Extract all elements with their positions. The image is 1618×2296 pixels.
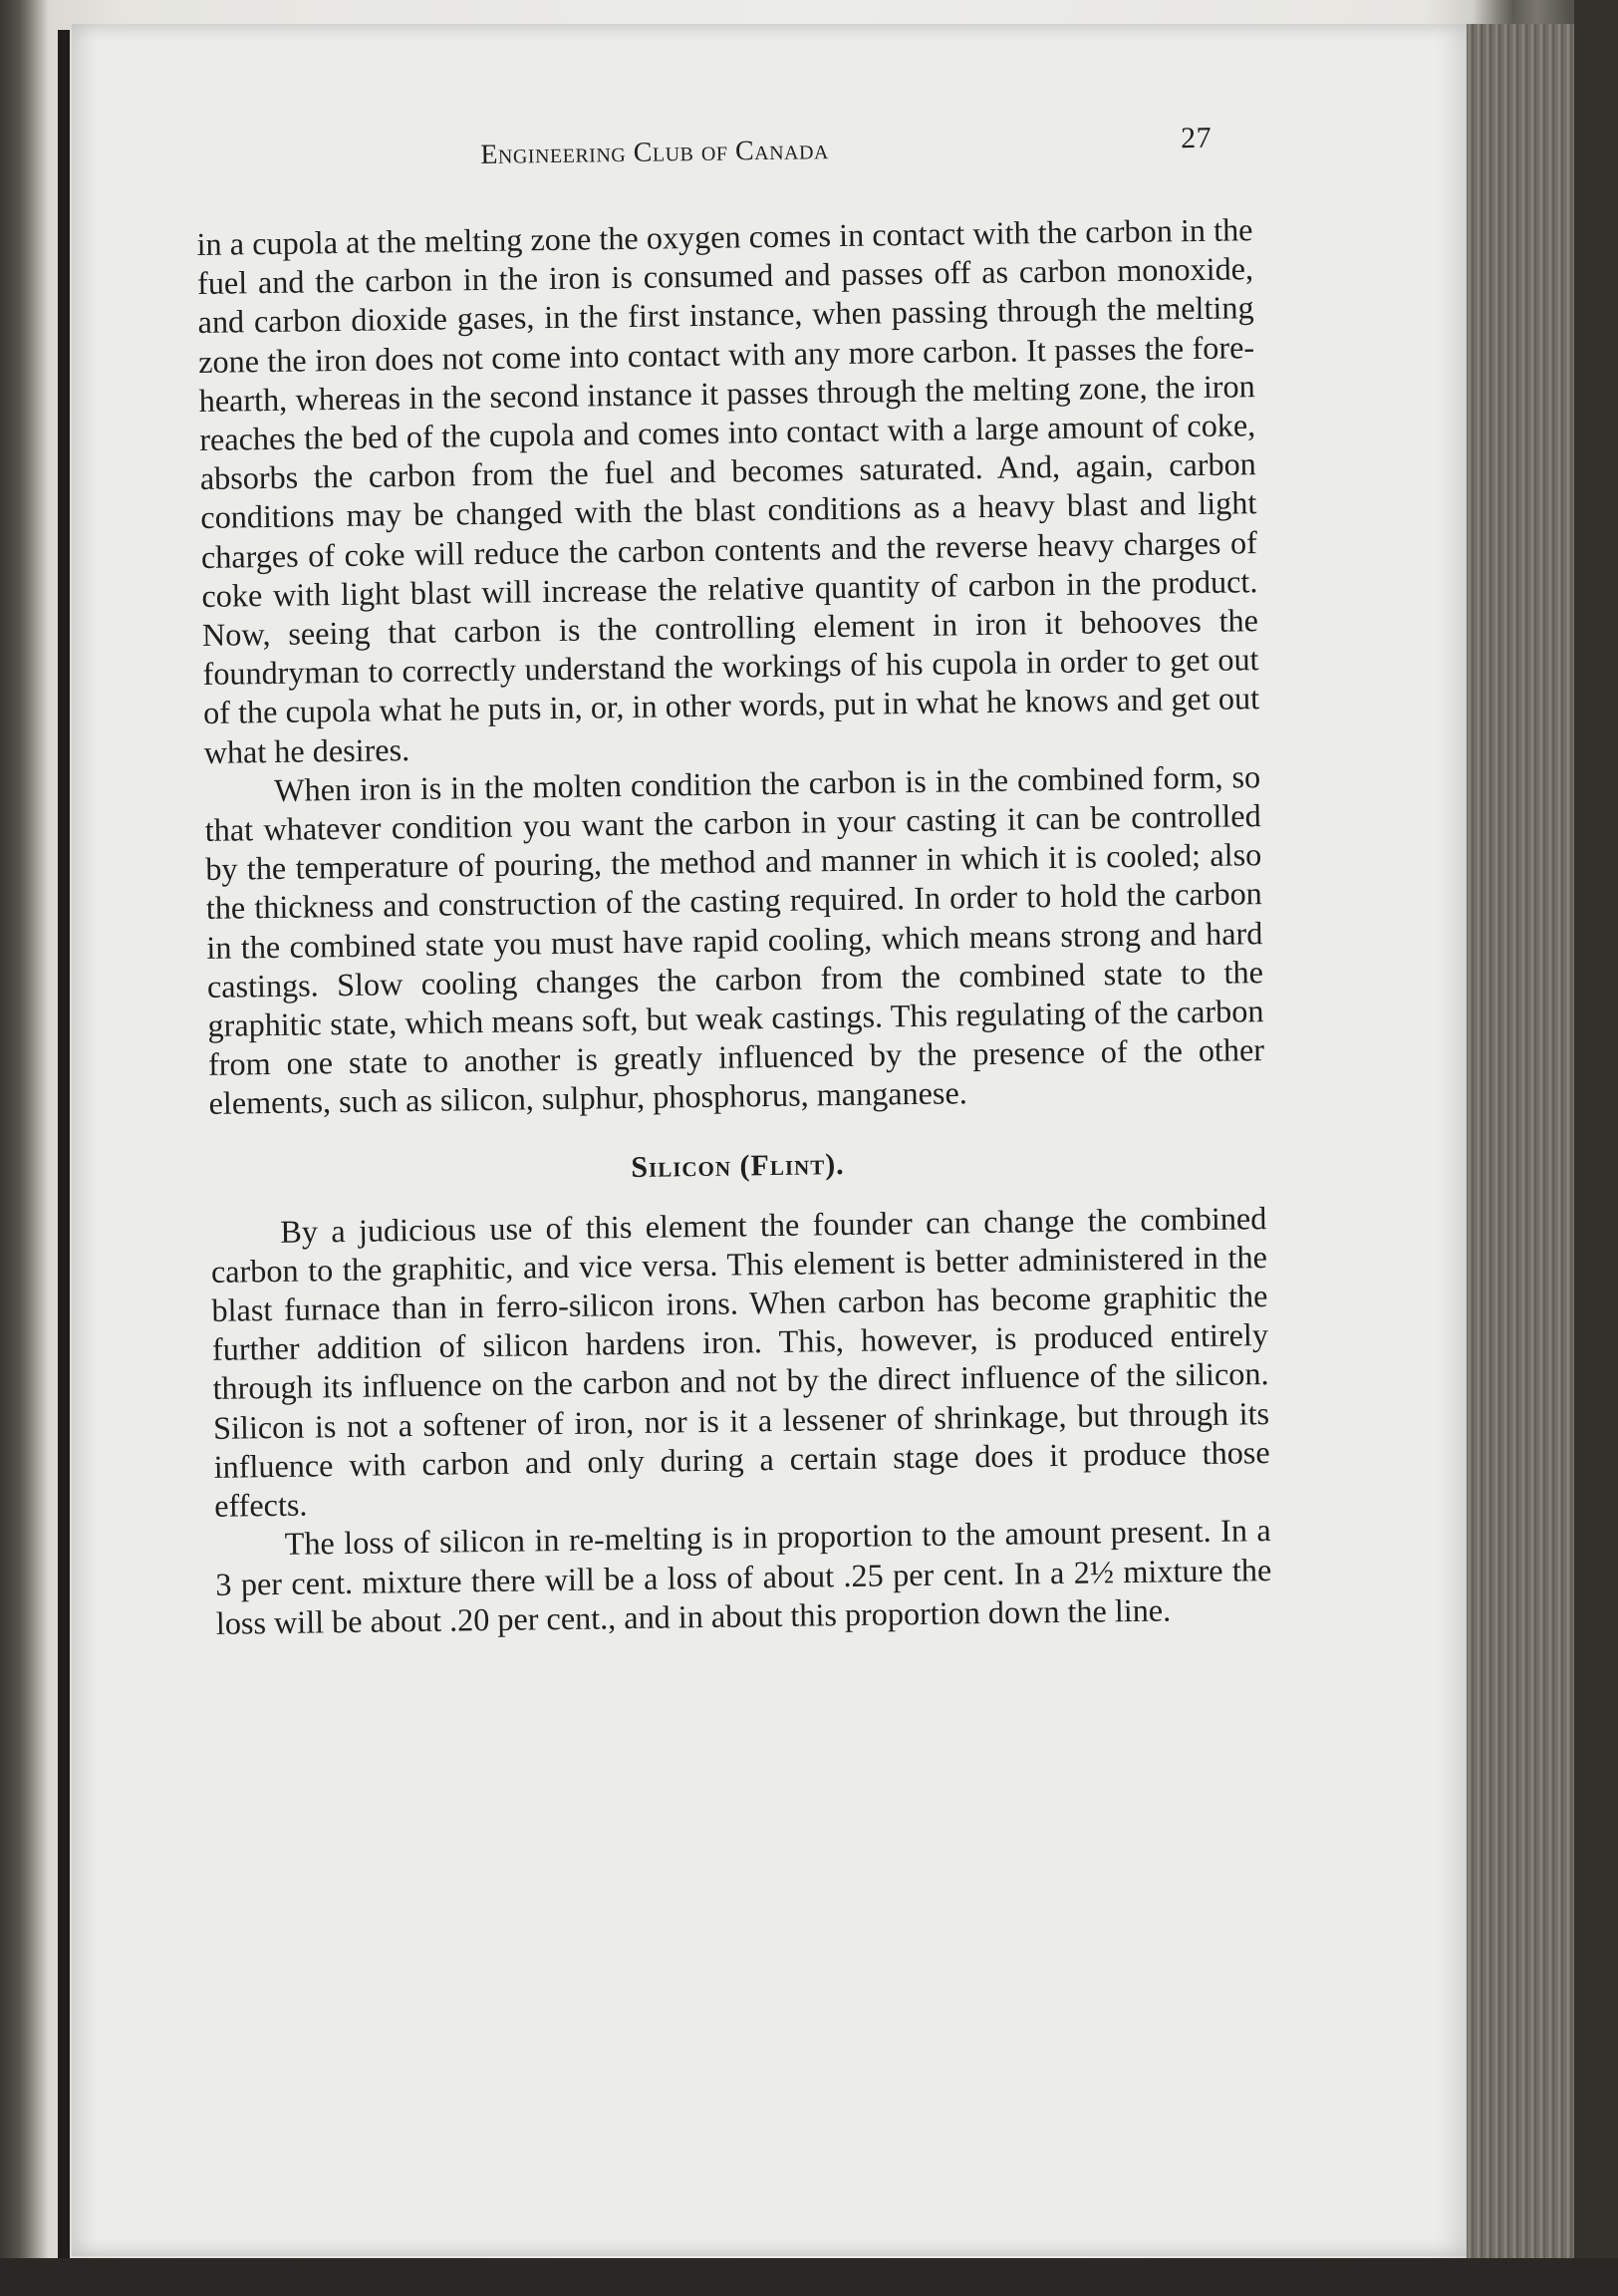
body-paragraph-3: By a judicious use of this element the founder can change the combined carbon to the graphitic, and vice versa. This element is better administered in the blast furnace than in ferro-silicon irons. When carbon has become graphitic the further addition of silicon hardens iron. This, however, is produced entirely through its influence on the carbon and not by the direct influence of the silicon. Silicon is not a softener of iron, nor is it a lessener of shrinkage, but through its influence with carbon and only during a certain stage does it produce those effects. [210, 1199, 1270, 1524]
scanner-rim-bottom [0, 2258, 1618, 2296]
body-paragraph-2: When iron is in the molten condition the carbon is in the combined form, so that whatever condition you want the carbon in your casting it can be controlled by the temperature of pouring, the method and manner in which it is cooled; also the thickness and construction of the casting required. In order to hold the carbon in the combined state you must have rapid cooling, which means strong and hard castings. Slow cooling changes the carbon from the combined state to the graphitic state, which means soft, but weak castings. This regulating of the carbon from one state to another is greatly influenced by the presence of the other elements, such as silicon, sulphur, phosphorus, manganese. [204, 757, 1265, 1122]
page-text-block [195, 119, 1272, 1643]
body-paragraph-4: The loss of silicon in re-melting is in proportion to the amount present. In a 3 per cent. mixture there will be a loss of about .25 per cent. In a 2½ mixture the loss will be about .20 per cent., and in about this proportion down the line. [215, 1512, 1272, 1641]
page-stack-edge [1467, 24, 1574, 2266]
scanner-rim-right [1574, 0, 1618, 2296]
journal-name: Engineering Club of Canada [480, 135, 830, 171]
body-paragraph-1: in a cupola at the melting zone the oxygen comes in contact with the carbon in the fuel and the carbon in the iron is consumed and passes off as carbon monoxide, and carbon dioxide gases, in the first instance, when passing through the melting zone the iron does not come into contact with any more carbon. It passes the fore-hearth, whereas in the second instance it passes through the melting zone, the iron reaches the bed of the cupola and comes into contact with a large amount of coke, absorbs the carbon from the fuel and becomes saturated. And, again, carbon conditions may be changed with the blast conditions as a heavy blast and light charges of coke will reduce the carbon contents and the reverse heavy charges of coke with light blast will increase the relative quantity of carbon in the product. Now, seeing that carbon is the controlling element in iron it behooves the foundryman to correctly understand the workings of his cupola in order to get out of the cupola what he puts in, or, in other words, put in what he knows and get out what he desires. [196, 211, 1260, 770]
book-binding-shadow [58, 30, 70, 2262]
section-heading-silicon: Silicon (Flint). [631, 1147, 845, 1184]
page-number: 27 [1180, 121, 1213, 155]
